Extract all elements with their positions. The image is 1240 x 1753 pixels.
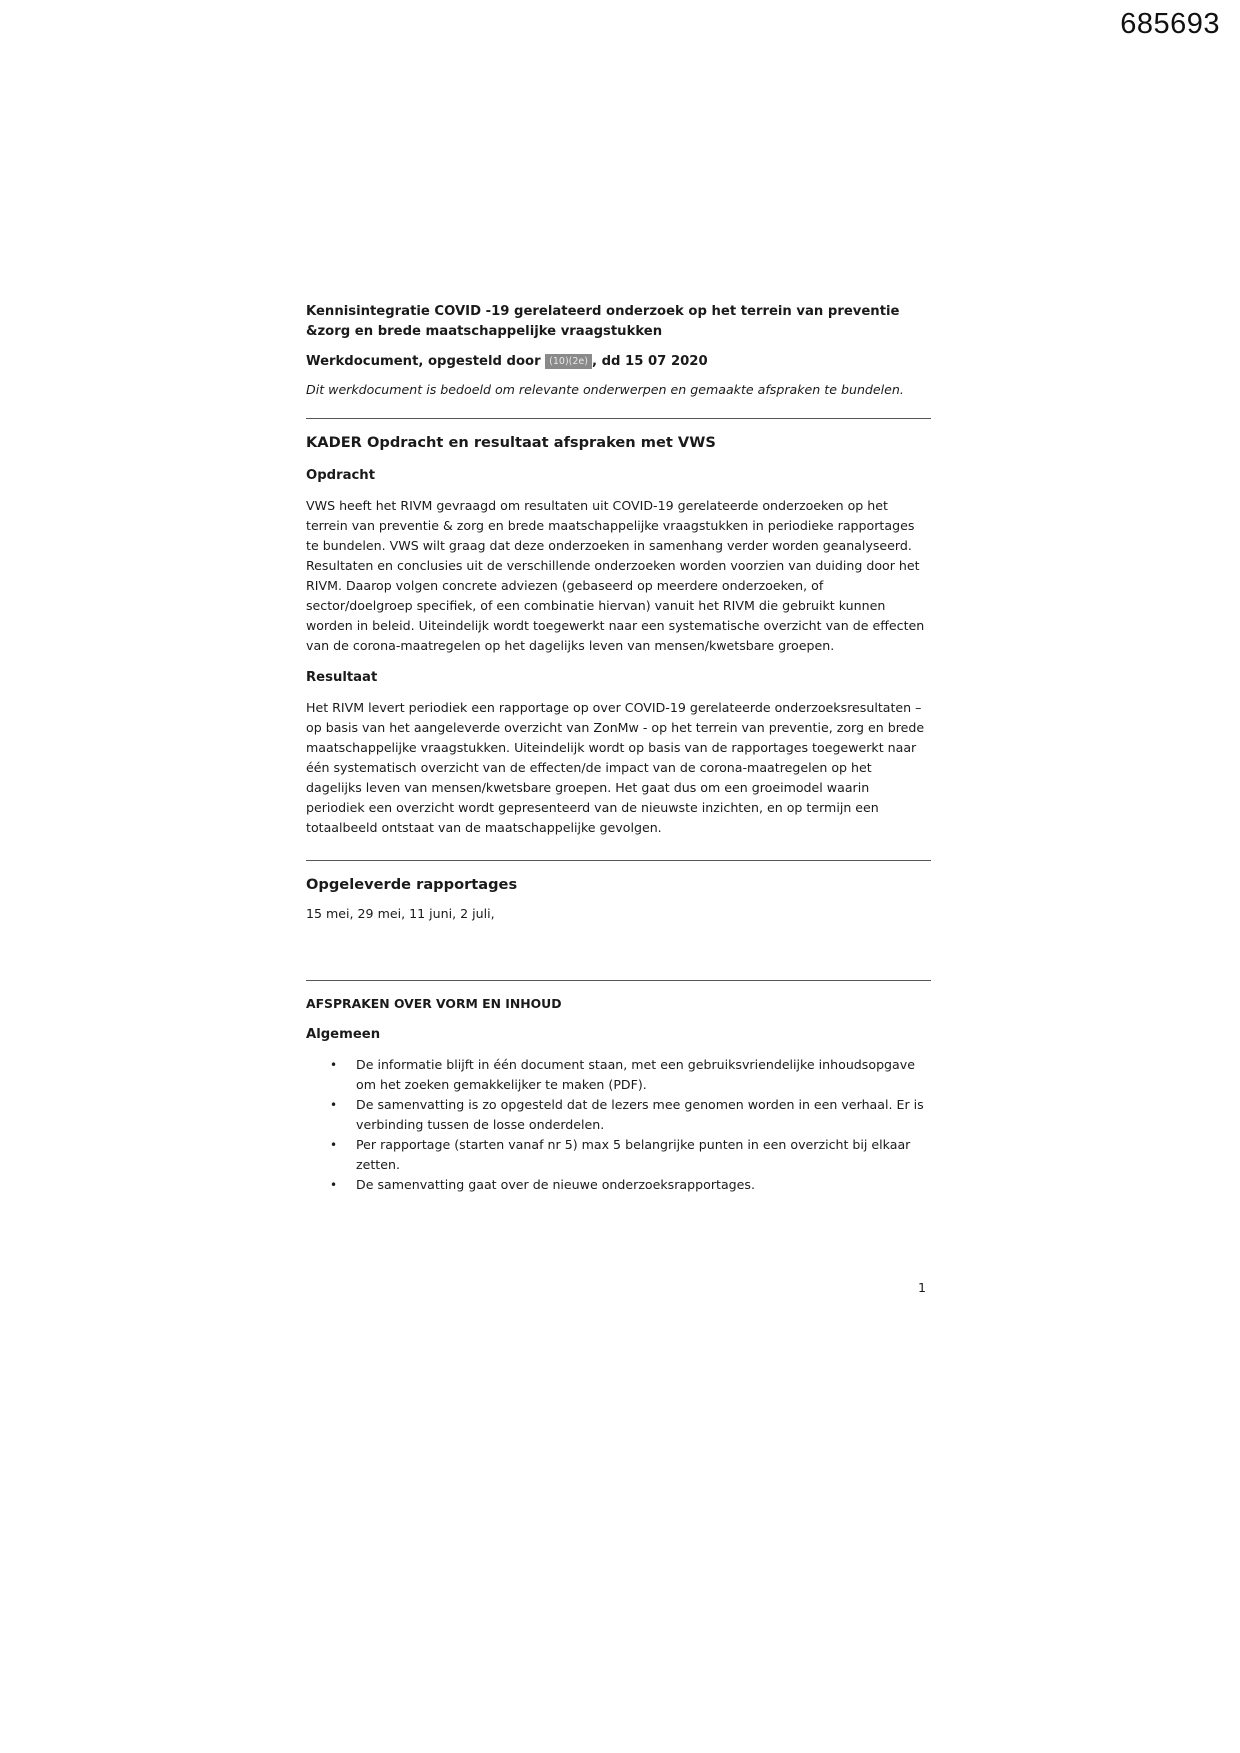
- bullet-icon: •: [330, 1098, 338, 1112]
- document-page: [306, 302, 931, 1195]
- opdracht-text: VWS heeft het RIVM gevraagd om resultaten uit COVID-19 gerelateerde onderzoeken op het terrein van preventie & zorg en brede maatschappelijke vraagstukken in periodieke rapportages te bundelen. VWS wilt graag dat deze onderzoeken in samenhang verder worden geanalyseerd. Resultaten en conclusies uit de verschillende onderzoeken worden voorzien van duiding door het RIVM. Daarop volgen concrete adviezen (gebaseerd op meerdere onderzoeken, of sector/doelgroep specifiek, of een combinatie hiervan) vanuit het RIVM die gebruikt kunnen worden in beleid. Uiteindelijk wordt toegewerkt naar een systematische overzicht van de effecten van de corona-maatregelen op het dagelijks leven van mensen/kwetsbare groepen.: [306, 498, 925, 653]
- resultaat-heading: Resultaat: [306, 670, 378, 685]
- document-id: 685693: [1120, 8, 1220, 40]
- list-item: [306, 1175, 931, 1195]
- intro-text: Dit werkdocument is bedoeld om relevante onderwerpen en gemaakte afspraken te bundelen.: [306, 382, 904, 397]
- algemeen-heading: Algemeen: [306, 1027, 381, 1042]
- opdracht-heading: Opdracht: [306, 468, 376, 483]
- list-item-text: Per rapportage (starten vanaf nr 5) max 5 belangrijke punten in een overzicht bij elkaar zetten.: [356, 1137, 911, 1172]
- bullet-icon: •: [330, 1138, 338, 1152]
- afspraken-heading: AFSPRAKEN OVER VORM EN INHOUD: [306, 996, 562, 1011]
- redaction-box: (10)(2e): [545, 354, 592, 369]
- afspraken-list: [306, 1055, 931, 1195]
- list-item-text: De samenvatting gaat over de nieuwe onderzoeksrapportages.: [356, 1177, 755, 1192]
- opgeleverd-heading: Opgeleverde rapportages: [306, 876, 518, 893]
- list-item-text: De informatie blijft in één document staan, met een gebruiksvriendelijke inhoudsopgave om het zoeken gemakkelijker te maken (PDF).: [356, 1057, 915, 1092]
- list-item: [306, 1055, 931, 1095]
- opgeleverd-dates: 15 mei, 29 mei, 11 juni, 2 juli,: [306, 906, 495, 921]
- bullet-icon: •: [330, 1178, 338, 1192]
- section-divider-1: [306, 418, 931, 419]
- kader-heading: KADER Opdracht en resultaat afspraken met VWS: [306, 434, 716, 451]
- list-item-text: De samenvatting is zo opgesteld dat de lezers mee genomen worden in een verhaal. Er is verbinding tussen de losse onderdelen.: [356, 1097, 924, 1132]
- resultaat-text: Het RIVM levert periodiek een rapportage op over COVID-19 gerelateerde onderzoeksresultaten – op basis van het aangeleverde overzicht van ZonMw - op het terrein van preventie, zorg en brede maatschappelijke vraagstukken. Uiteindelijk wordt op basis van de rapportages toegewerkt naar één systematisch overzicht van de effecten/de impact van de corona-maatregelen op het dagelijks leven van mensen/kwetsbare groepen. Het gaat dus om een groeimodel waarin periodiek een overzicht wordt gepresenteerd van de nieuwste inzichten, en op termijn een totaalbeeld ontstaat van de maatschappelijke gevolgen.: [306, 700, 925, 835]
- werkdocument-suffix: , dd 15 07 2020: [591, 354, 708, 369]
- werkdocument-prefix: Werkdocument, opgesteld door: [306, 354, 546, 369]
- list-item: [306, 1135, 931, 1175]
- document-title: Kennisintegratie COVID -19 gerelateerd onderzoek op het terrein van preventie &zorg en brede maatschappelijke vraagstukken: [306, 304, 900, 339]
- bullet-icon: •: [330, 1058, 338, 1072]
- page-number: 1: [918, 1280, 927, 1295]
- section-divider-3: [306, 980, 931, 981]
- werkdocument-line: [306, 352, 931, 372]
- list-item: [306, 1095, 931, 1135]
- section-divider-2: [306, 860, 931, 861]
